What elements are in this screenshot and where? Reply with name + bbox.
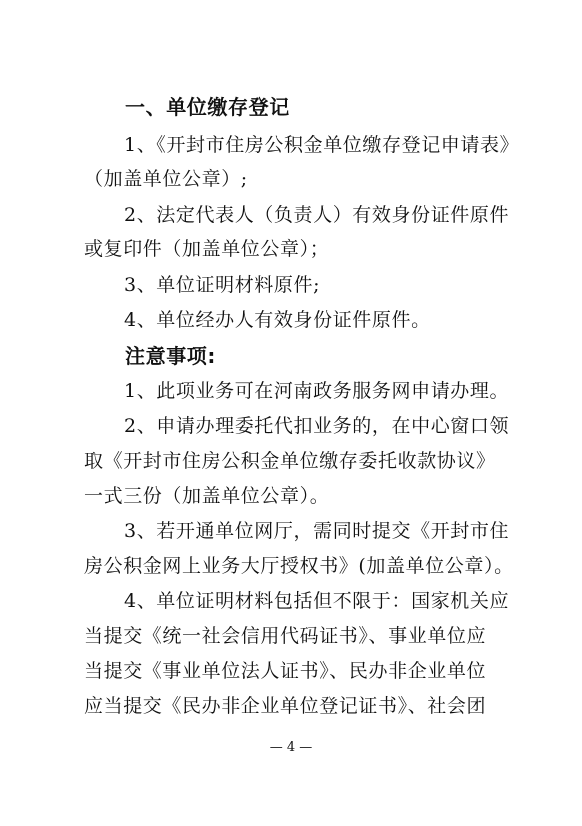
note-line-7: 4、单位证明材料包括但不限于：国家机关应: [124, 590, 510, 612]
note-line-1: 1、此项业务可在河南政务服务网申请办理。: [124, 380, 510, 402]
note-line-9: 当提交《事业单位法人证书》、民办非企业单位: [84, 660, 487, 682]
note-line-8: 当提交《统一社会信用代码证书》、事业单位应: [84, 625, 487, 647]
requirement-line-4: 或复印件（加盖单位公章）；: [84, 238, 330, 260]
note-line-2: 2、申请办理委托代扣业务的，在中心窗口领: [124, 415, 510, 437]
requirement-line-1: 1、《开封市住房公积金单位缴存登记申请表》: [124, 134, 520, 156]
page-number: — 4 —: [269, 740, 313, 755]
note-line-5: 3、若开通单位网厅，需同时提交《开封市住: [124, 520, 510, 542]
requirement-line-2: （加盖单位公章）;: [84, 168, 248, 190]
section-heading: 一、单位缴存登记: [125, 95, 290, 119]
note-line-3: 取《开封市住房公积金单位缴存委托收款协议》: [84, 450, 496, 472]
note-line-4: 一式三份（加盖单位公章）。: [84, 485, 330, 507]
note-line-6: 房公积金网上业务大厅授权书》(加盖单位公章）。: [84, 555, 514, 577]
notes-heading: 注意事项:: [125, 344, 216, 368]
requirement-line-5: 3、单位证明材料原件;: [124, 274, 321, 296]
requirement-line-6: 4、单位经办人有效身份证件原件。: [124, 309, 431, 331]
note-line-10: 应当提交《民办非企业单位登记证书》、社会团: [84, 695, 487, 717]
requirement-line-3: 2、法定代表人（负责人）有效身份证件原件: [124, 204, 510, 226]
